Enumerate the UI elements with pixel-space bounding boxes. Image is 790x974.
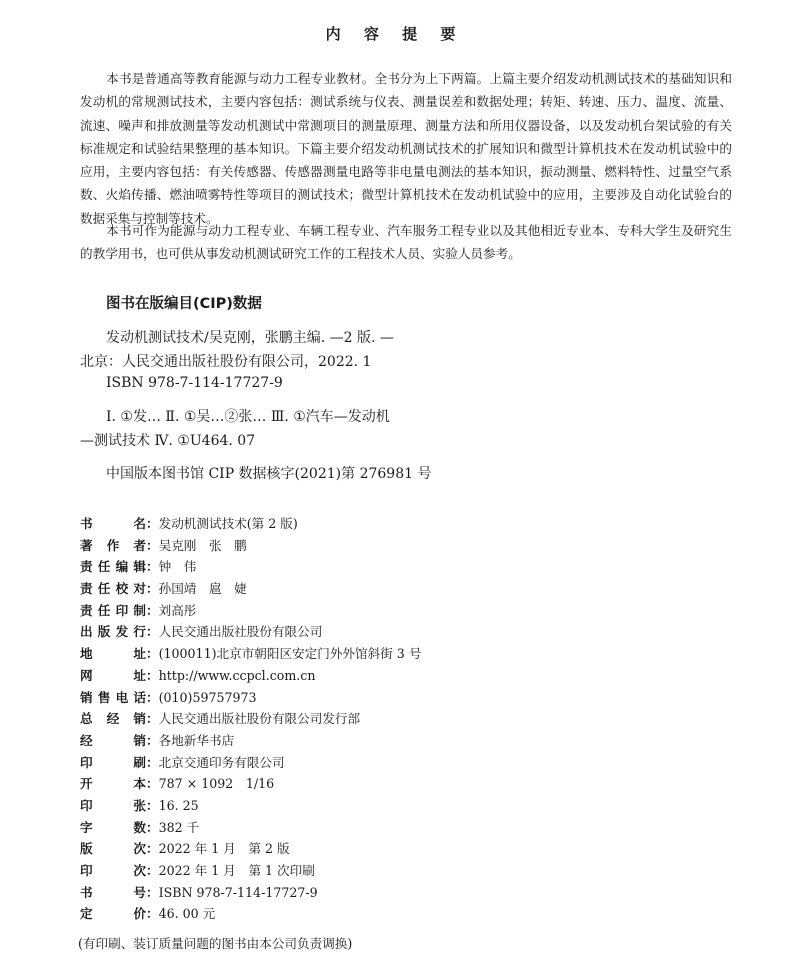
info-value: 382 千 (158, 819, 200, 835)
info-value: 发动机测试技术(第 2 版) (158, 516, 298, 531)
info-value: 各地新华书店 (158, 732, 235, 748)
info-row (80, 621, 421, 643)
info-colon: ： (146, 884, 159, 900)
info-value: 刘高彤 (158, 602, 197, 618)
cip-record-number: 中国版本图书馆 CIP 数据核字(2021)第 276981 号 (106, 466, 432, 482)
info-row (80, 730, 421, 752)
info-colon: ： (146, 841, 159, 857)
info-value: 2022 年 1 月 第 1 次印刷 (158, 863, 315, 878)
info-label: 印次 (80, 863, 146, 878)
info-row (80, 752, 421, 774)
info-label: 定价 (80, 906, 146, 922)
info-value: 孙国靖 扈 婕 (158, 581, 247, 597)
info-row (80, 882, 421, 904)
info-row (80, 600, 421, 622)
info-row (80, 708, 421, 730)
summary-paragraph-text: 本书可作为能源与动力工程专业、车辆工程专业、汽车服务工程专业以及其他相近专业本、专科大学生及研究生的教学用书，也可供从事发动机测试研究工作的工程技术人员、实验人员参考。 (80, 223, 732, 262)
info-row (80, 665, 421, 687)
info-colon: ： (146, 624, 159, 640)
summary-title: 内 容 提 要 (325, 25, 465, 43)
summary-paragraph-text: 本书是普通高等教育能源与动力工程专业教材。全书分为上下两篇。上篇主要介绍发动机测试技术的基础知识和发动机的常规测试技术，主要内容包括：测试系统与仪表、测量误差和数据处理；转矩、转速、压力、温度、流量、流速、噪声和排放测量等发动机测试中常测项目的测量原理、测量方法和所用仪器设备，以及发动机台架试验的有关标准规定和试验结果整理的基本知识。下篇主要介绍发动机测试技术的扩展知识和微型计算机技术在发动机试验中的应用，主要内容包括：有关传感器、传感器测量电路等非电量电测法的基本知识，振动测量、燃料特性、过量空气系数、火焰传播、燃油喷雾特性等项目的测试技术；微型计算机技术在发动机试验中的应用，主要涉及自动化试验台的数据采集与控制等技术。 (80, 71, 732, 226)
info-colon: ： (146, 906, 159, 922)
info-label: 出版发行 (80, 624, 146, 640)
info-value: (100011)北京市朝阳区安定门外外馆斜街 3 号 (158, 646, 422, 662)
info-value: 北京交通印务有限公司 (158, 754, 285, 770)
info-label: 地址 (80, 646, 146, 662)
info-label: 字数 (80, 819, 146, 835)
info-label: 印张 (80, 797, 146, 813)
info-row (80, 578, 421, 600)
summary-paragraph (80, 67, 732, 230)
info-colon: ： (146, 602, 159, 618)
info-label: 经销 (80, 732, 146, 748)
info-value: 787 × 1092 1/16 (158, 776, 275, 792)
info-row (80, 643, 421, 665)
info-colon: ： (146, 646, 159, 662)
cip-line: 北京：人民交通出版社股份有限公司，2022. 1 (80, 354, 372, 370)
info-value: 2022 年 1 月 第 2 版 (158, 841, 290, 857)
info-value: 人民交通出版社股份有限公司 (158, 624, 323, 640)
info-colon: ： (146, 711, 159, 727)
info-value: 46. 00 元 (158, 906, 216, 922)
publication-info-list (80, 513, 421, 925)
info-row (80, 860, 421, 882)
info-label: 印刷 (80, 754, 146, 770)
info-label: 责任编辑 (80, 559, 146, 575)
cip-line: 发动机测试技术/吴克刚，张鹏主编. —2 版. — (106, 330, 394, 346)
info-label: 总经销 (80, 711, 146, 727)
info-colon: ： (146, 581, 159, 597)
info-colon: ： (146, 863, 159, 878)
info-colon: ： (146, 732, 159, 748)
cip-classification: Ⅰ. ①发… Ⅱ. ①吴…②张… Ⅲ. ①汽车—发动机 (106, 409, 390, 425)
info-colon: ： (146, 797, 159, 813)
info-label: 开本 (80, 776, 146, 792)
info-label: 书号 (80, 884, 146, 900)
info-label: 版次 (80, 841, 146, 857)
cip-heading: 图书在版编目(CIP)数据 (106, 296, 262, 312)
info-row (80, 687, 421, 709)
cip-isbn: ISBN 978-7-114-17727-9 (106, 375, 283, 391)
info-value: 吴克刚 张 鹏 (158, 537, 247, 553)
info-row (80, 773, 421, 795)
info-value: http://www.ccpcl.com.cn (158, 667, 316, 683)
info-row (80, 535, 421, 557)
info-label: 责任印制 (80, 602, 146, 618)
info-colon: ： (146, 667, 159, 683)
info-row (80, 903, 421, 925)
info-colon: ： (146, 516, 159, 531)
info-colon: ： (146, 754, 159, 770)
info-row (80, 513, 421, 535)
info-value: 钟 伟 (158, 559, 197, 575)
info-value: 人民交通出版社股份有限公司发行部 (158, 711, 361, 727)
footnote: (有印刷、装订质量问题的图书由本公司负责调换) (78, 936, 353, 951)
info-label: 著作者 (80, 537, 146, 553)
info-row (80, 817, 421, 839)
info-colon: ： (146, 559, 159, 575)
info-row (80, 795, 421, 817)
cip-classification: —测试技术 Ⅳ. ①U464. 07 (80, 433, 256, 449)
info-value: (010)59757973 (158, 689, 257, 705)
info-label: 销售电话 (80, 689, 146, 705)
info-colon: ： (146, 819, 159, 835)
info-value: 16. 25 (158, 797, 199, 813)
info-row (80, 838, 421, 860)
info-value: ISBN 978-7-114-17727-9 (158, 884, 318, 900)
info-label: 网址 (80, 667, 146, 683)
info-colon: ： (146, 689, 159, 705)
info-colon: ： (146, 776, 159, 792)
info-label: 书名 (80, 516, 146, 531)
info-label: 责任校对 (80, 581, 146, 597)
summary-paragraph (80, 219, 732, 266)
info-colon: ： (146, 537, 159, 553)
info-row (80, 556, 421, 578)
